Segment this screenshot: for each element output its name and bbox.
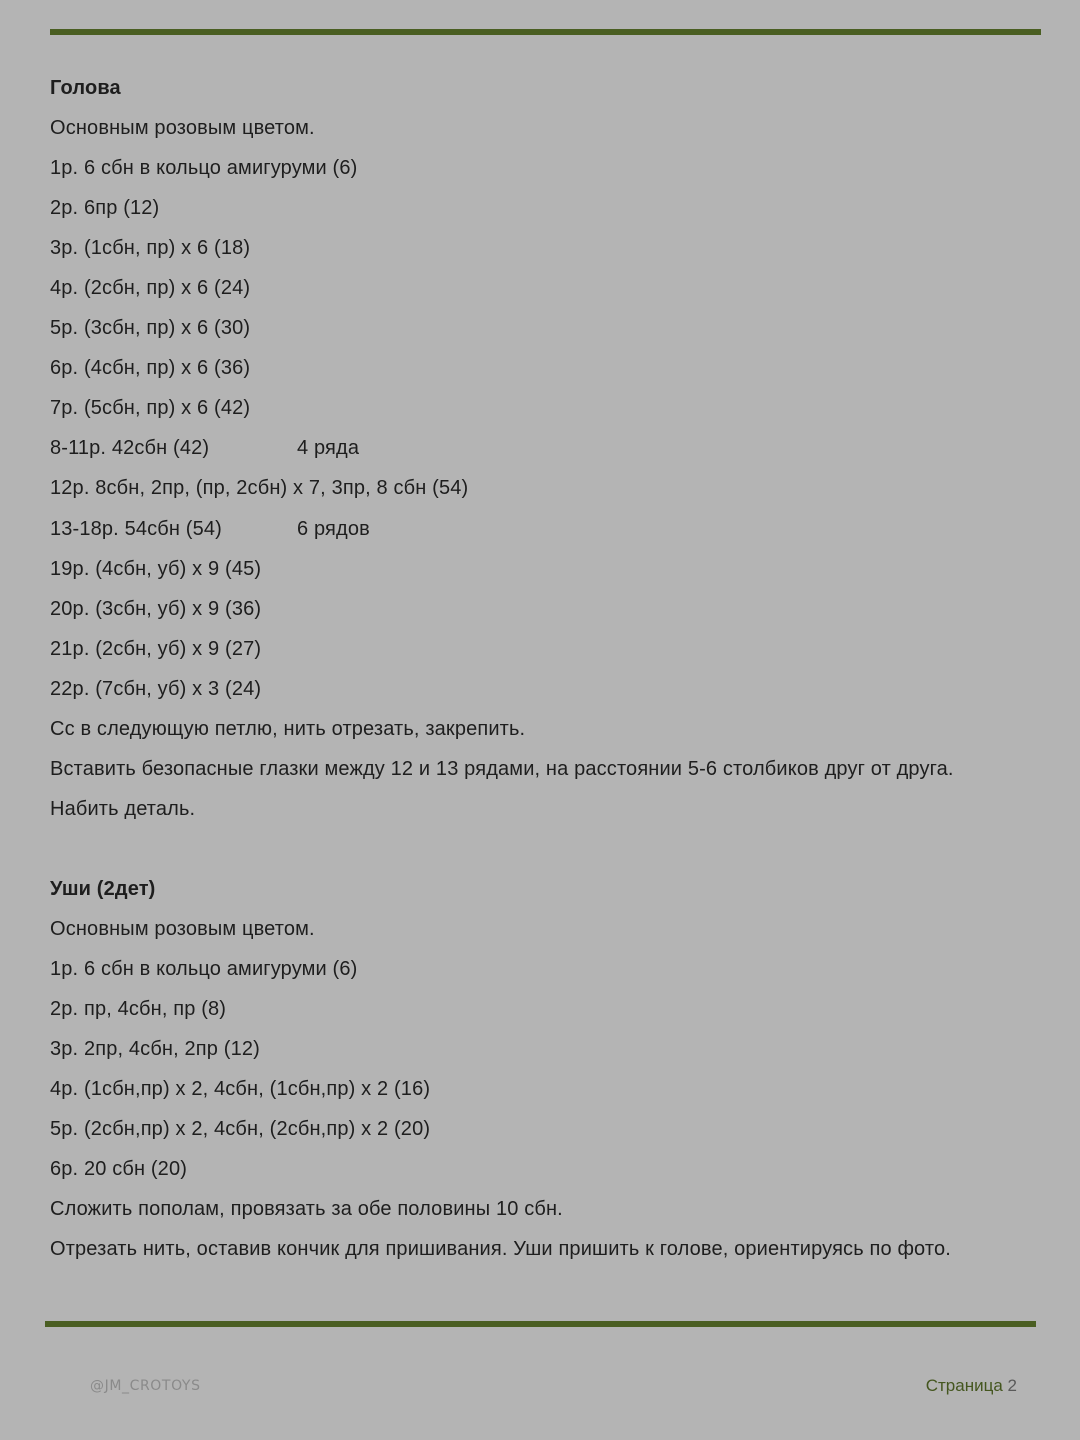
pattern-line: Основным розовым цветом. (50, 918, 315, 941)
pattern-line: 20р. (3сбн, уб) х 9 (36) (50, 597, 262, 620)
pattern-line: 1р. 6 сбн в кольцо амигуруми (6) (50, 157, 358, 180)
section-title: Голова (50, 77, 121, 99)
top-divider (50, 29, 1041, 35)
section-head (50, 68, 954, 829)
pattern-line: 21р. (2сбн, уб) х 9 (27) (50, 637, 262, 660)
pattern-line: Вставить безопасные глазки между 12 и 13 рядами, на расстоянии 5-6 столбиков друг от друга. (50, 757, 954, 780)
section-title: Уши (2дет) (50, 878, 156, 900)
pattern-line: 12р. 8сбн, 2пр, (пр, 2сбн) х 7, 3пр, 8 сбн (54) (50, 477, 469, 500)
pattern-line: 4р. (1сбн,пр) х 2, 4сбн, (1сбн,пр) х 2 (16) (50, 1078, 431, 1101)
author-handle: @JM_CROTOYS (90, 1378, 201, 1394)
page-number: 2 (1007, 1376, 1017, 1395)
bottom-divider (45, 1321, 1036, 1327)
pattern-line: Набить деталь. (50, 797, 196, 820)
pattern-line-with-note (50, 509, 954, 549)
pattern-line: 3р. 2пр, 4сбн, 2пр (12) (50, 1038, 260, 1061)
pattern-line: 5р. (3сбн, пр) х 6 (30) (50, 317, 251, 340)
pattern-line: Сс в следующую петлю, нить отрезать, закрепить. (50, 717, 526, 740)
pattern-line: 19р. (4сбн, уб) х 9 (45) (50, 557, 262, 580)
pattern-line-text: 13-18р. 54сбн (54) (50, 517, 222, 540)
pattern-line: 7р. (5сбн, пр) х 6 (42) (50, 397, 251, 420)
pattern-line: 2р. пр, 4сбн, пр (8) (50, 998, 227, 1021)
pattern-line: Отрезать нить, оставив кончик для пришивания. Уши пришить к голове, ориентируясь по фото. (50, 1238, 951, 1261)
pattern-line: 6р. (4сбн, пр) х 6 (36) (50, 357, 251, 380)
page-label: Страница (925, 1376, 1003, 1395)
pattern-line: 3р. (1сбн, пр) х 6 (18) (50, 237, 251, 260)
pattern-line-text: 8-11р. 42сбн (42) (50, 437, 210, 460)
pattern-line: Сложить пополам, провязать за обе половины 10 сбн. (50, 1198, 563, 1221)
rows-note: 4 ряда (297, 437, 360, 460)
pattern-line: 6р. 20 сбн (20) (50, 1158, 188, 1181)
page-indicator (926, 1376, 1017, 1396)
pattern-line: Основным розовым цветом. (50, 117, 315, 140)
pattern-line: 1р. 6 сбн в кольцо амигуруми (6) (50, 958, 358, 981)
pattern-line: 5р. (2сбн,пр) х 2, 4сбн, (2сбн,пр) х 2 (20) (50, 1118, 431, 1141)
pattern-line: 2р. 6пр (12) (50, 197, 160, 220)
rows-note: 6 рядов (297, 517, 370, 540)
pattern-line: 4р. (2сбн, пр) х 6 (24) (50, 277, 251, 300)
pattern-line-with-note (50, 428, 954, 468)
section-ears (50, 869, 951, 1269)
pattern-line: 22р. (7сбн, уб) х 3 (24) (50, 677, 262, 700)
